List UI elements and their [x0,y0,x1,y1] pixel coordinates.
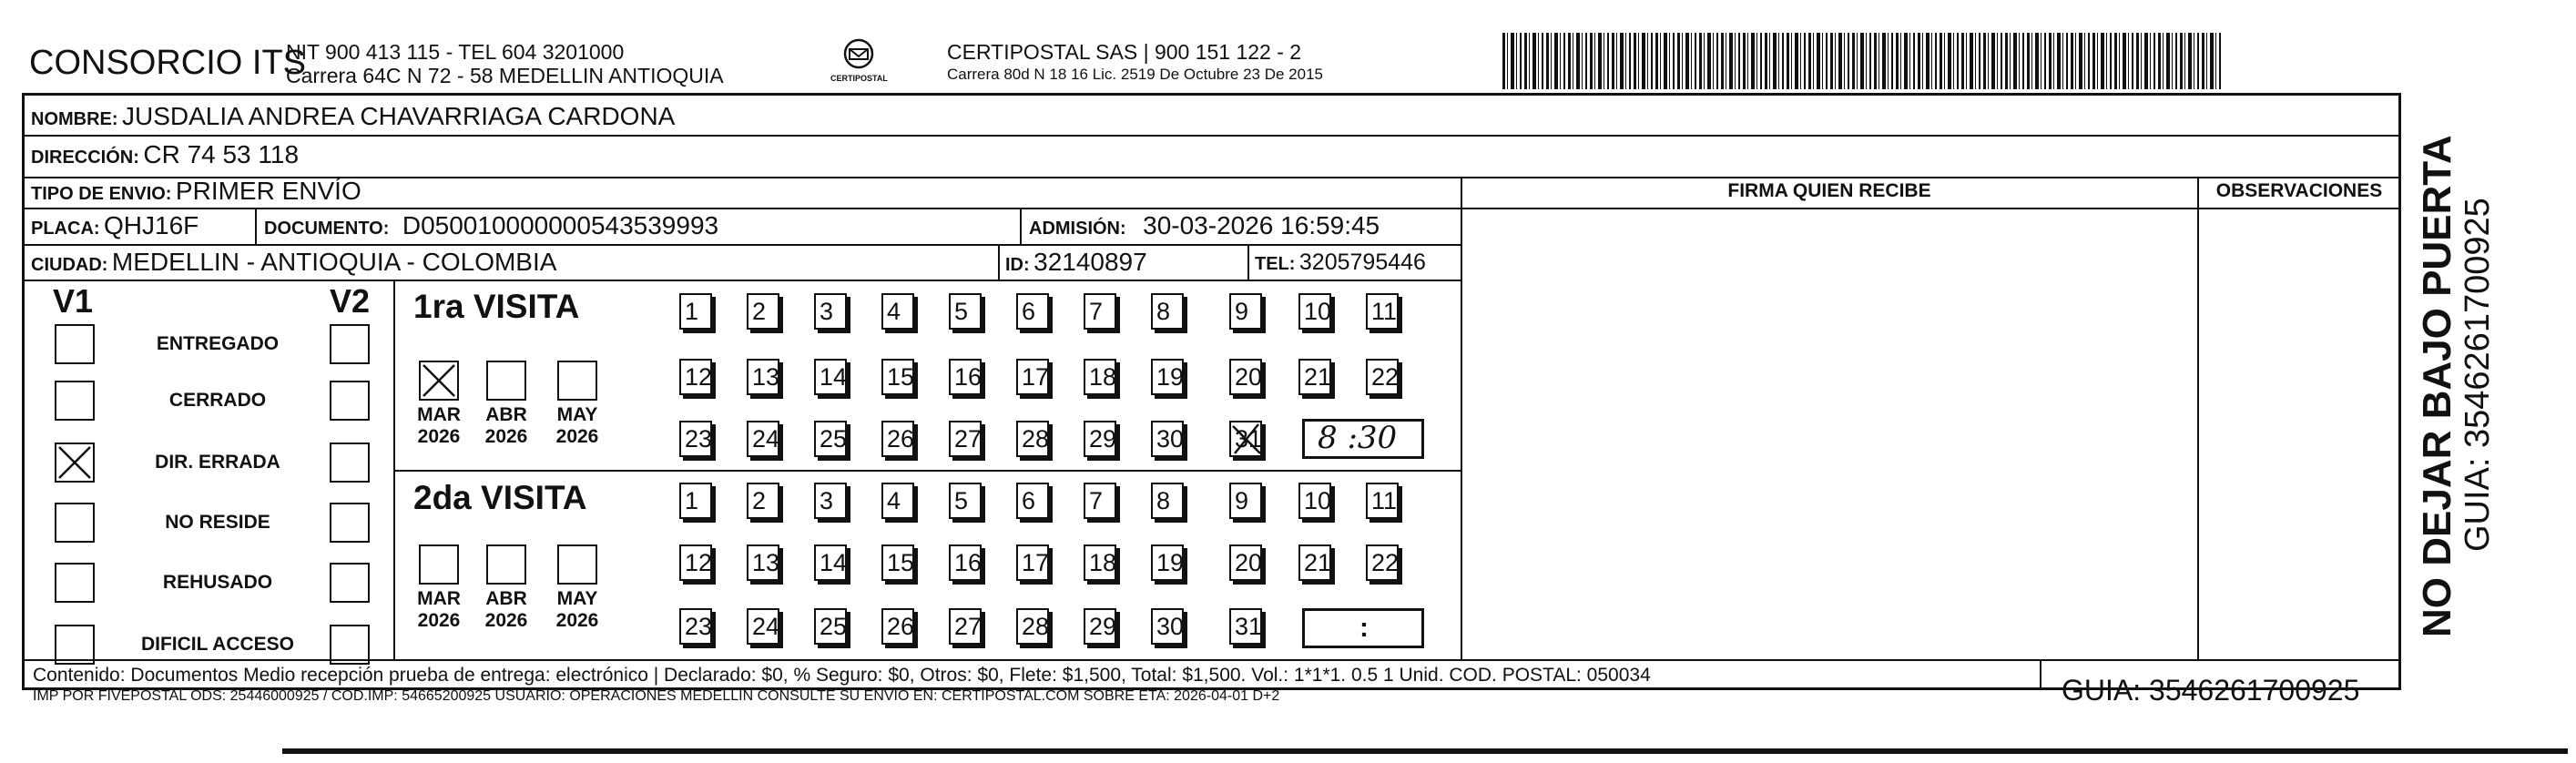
no-dejar-warning: NO DEJAR BAJO PUERTA [2415,135,2459,637]
first-visit-month-label: MAR [417,404,461,425]
cross-mark-icon [56,444,93,481]
status-label: DIR. ERRADA [155,452,280,473]
second-visit-month-label: MAR [417,588,461,609]
documento-label: DOCUMENTO: [264,219,390,239]
v2-checkbox[interactable] [330,381,370,421]
envelope-icon [840,38,877,69]
first-visit-day-box[interactable]: 2 [747,293,779,330]
v2-checkbox[interactable] [330,563,370,603]
first-visit-day-box[interactable]: 13 [747,359,779,395]
v1-checkbox[interactable] [55,563,95,603]
second-visit-day-box[interactable]: 3 [814,483,847,519]
first-visit-day-box[interactable]: 27 [949,421,982,457]
status-label: REHUSADO [162,572,273,593]
first-visit-day-box[interactable]: 29 [1084,421,1116,457]
documento-row [264,211,718,240]
v2-label: V2 [330,282,371,320]
first-visit-day-box[interactable]: 26 [881,421,914,457]
status-label: NO RESIDE [165,512,270,533]
direccion-label: DIRECCIÓN: [31,148,139,168]
logo-text: CERTIPOSTAL [830,74,888,83]
id-value: 32140897 [1033,248,1147,276]
first-visit-day-marked-value: 31 [1235,425,1263,453]
status-label: DIFICIL ACCESO [140,634,294,655]
first-visit-day-box[interactable]: 19 [1151,359,1184,395]
admision-value: 30-03-2026 16:59:45 [1143,211,1380,239]
v2-checkbox[interactable] [330,443,370,483]
v1-checkbox[interactable] [55,381,95,421]
first-visit-month-label: MAY [556,404,598,425]
admision-row [1029,211,1380,240]
first-visit-day-box[interactable]: 28 [1016,421,1049,457]
first-visit-day-box[interactable]: 14 [814,359,847,395]
second-visit-day-box[interactable]: 30 [1151,608,1184,645]
first-visit-day-box[interactable]: 6 [1016,293,1049,330]
tel-row [1255,249,1426,276]
first-visit-day-box-marked[interactable] [1229,421,1262,457]
second-visit-day-box[interactable]: 25 [814,608,847,645]
placa-value: QHJ16F [104,211,199,239]
second-visit-day-box[interactable]: 7 [1084,483,1116,519]
ciudad-label: CIUDAD: [31,255,108,275]
first-visit-day-box[interactable]: 9 [1229,293,1262,330]
second-visit-day-box[interactable]: 1 [679,483,712,519]
second-visit-day-box[interactable]: 13 [747,544,779,581]
second-visit-day-box[interactable]: 2 [747,483,779,519]
second-visit-month-checkbox[interactable] [557,544,597,585]
first-visit-day-box[interactable]: 5 [949,293,982,330]
placa-row [31,211,199,240]
tipo-row [31,177,361,206]
id-row [1005,248,1147,277]
second-visit-day-box[interactable]: 5 [949,483,982,519]
direccion-row [31,140,299,169]
first-visit-day-box[interactable]: 23 [679,421,712,457]
second-visit-day-box[interactable]: 28 [1016,608,1049,645]
second-visit-month-label: ABR [485,588,527,609]
first-visit-title: 1ra VISITA [413,288,580,325]
first-visit-month-checkbox[interactable] [486,361,526,401]
v2-checkbox[interactable] [330,324,370,364]
second-visit-day-box[interactable]: 16 [949,544,982,581]
first-visit-day-box[interactable]: 3 [814,293,847,330]
barcode [1502,33,2222,89]
second-visit-day-box[interactable]: 12 [679,544,712,581]
second-visit-day-box[interactable]: 18 [1084,544,1116,581]
tipo-value: PRIMER ENVÍO [175,177,361,205]
direccion-value: CR 74 53 118 [143,140,300,168]
nit-line: NIT 900 413 115 - TEL 604 3201000 [286,40,625,64]
v1-label: V1 [53,282,94,320]
first-visit-day-box[interactable]: 12 [679,359,712,395]
second-visit-day-box[interactable]: 26 [881,608,914,645]
second-visit-year-label: 2026 [484,610,528,631]
v2-checkbox[interactable] [330,503,370,543]
second-visit-month-checkbox[interactable] [486,544,526,585]
v1-checkbox[interactable] [55,443,95,483]
bottom-rule [282,748,2568,754]
second-visit-day-box[interactable]: 19 [1151,544,1184,581]
v1-checkbox[interactable] [55,503,95,543]
second-visit-day-box[interactable]: 4 [881,483,914,519]
first-visit-day-box[interactable]: 24 [747,421,779,457]
second-visit-month-label: MAY [556,588,598,609]
second-visit-day-box[interactable]: 20 [1229,544,1262,581]
second-visit-month-checkbox[interactable] [419,544,459,585]
first-visit-time-value: 8 :30 [1318,420,1398,456]
second-visit-time[interactable] [1302,608,1424,648]
first-visit-month-label: ABR [485,404,527,425]
placa-label: PLACA: [31,219,100,239]
company-name: CONSORCIO ITS [29,44,307,82]
first-visit-day-box[interactable]: 22 [1366,359,1399,395]
second-visit-time-value: : [1359,613,1369,643]
first-visit-time[interactable] [1302,419,1424,459]
second-visit-day-box[interactable]: 15 [881,544,914,581]
tel-value: 3205795446 [1298,249,1426,275]
second-visit-day-box[interactable]: 29 [1084,608,1116,645]
certipostal-logo [830,38,887,89]
second-visit-title: 2da VISITA [413,479,587,516]
second-visit-day-box[interactable]: 11 [1366,483,1399,519]
ciudad-value: MEDELLIN - ANTIOQUIA - COLOMBIA [111,248,557,276]
firma-header: FIRMA QUIEN RECIBE [1727,180,1931,201]
first-visit-month-checkbox[interactable] [419,361,459,401]
second-visit-day-box[interactable]: 27 [949,608,982,645]
second-visit-day-box[interactable]: 10 [1298,483,1331,519]
address-line: Carrera 64C N 72 - 58 MEDELLIN ANTIOQUIA [286,64,724,87]
first-visit-day-box[interactable]: 4 [881,293,914,330]
first-visit-day-box[interactable]: 7 [1084,293,1116,330]
first-visit-day-box[interactable]: 11 [1366,293,1399,330]
second-visit-day-box[interactable]: 17 [1016,544,1049,581]
nombre-label: NOMBRE: [31,109,118,129]
nombre-value: JUSDALIA ANDREA CHAVARRIAGA CARDONA [122,102,676,130]
first-visit-day-box[interactable]: 15 [881,359,914,395]
second-visit-day-box[interactable]: 24 [747,608,779,645]
ciudad-row [31,248,556,277]
second-visit-day-box[interactable]: 23 [679,608,712,645]
second-visit-day-box[interactable]: 31 [1229,608,1262,645]
second-visit-day-box[interactable]: 14 [814,544,847,581]
footer-guia: GUIA: 3546261700925 [2062,674,2360,707]
first-visit-month-checkbox[interactable] [557,361,597,401]
first-visit-day-box[interactable]: 10 [1298,293,1331,330]
second-visit-day-box[interactable]: 9 [1229,483,1262,519]
first-visit-day-box[interactable]: 16 [949,359,982,395]
second-visit-year-label: 2026 [417,610,461,631]
status-label: CERRADO [168,390,267,411]
cross-mark-icon [421,362,457,399]
admision-label: ADMISIÓN: [1029,219,1126,239]
first-visit-day-box[interactable]: 8 [1151,293,1184,330]
second-visit-day-box[interactable]: 6 [1016,483,1049,519]
second-visit-day-box[interactable]: 8 [1151,483,1184,519]
documento-value: D050010000000543539993 [402,211,719,239]
nombre-row [31,102,675,131]
footer-content: Contenido: Documentos Medio recepción prueba de entrega: electrónico | Declarado: $0, % Seguro: $0, Otros: $0, Flete: $1,500, Total: $1,500. Vol.: 1*1*1. 0.5 1 Unid. COD. POSTAL: 050034 [33,665,1651,686]
first-visit-year-label: 2026 [555,426,599,447]
observaciones-area[interactable] [2199,209,2399,658]
certipostal-address: Carrera 80d N 18 16 Lic. 2519 De Octubre 23 De 2015 [947,66,1323,83]
id-label: ID: [1005,255,1030,275]
tel-label: TEL: [1255,254,1296,274]
status-label: ENTREGADO [156,333,280,354]
second-visit-day-box[interactable]: 21 [1298,544,1331,581]
first-visit-year-label: 2026 [417,426,461,447]
first-visit-day-box[interactable]: 1 [679,293,712,330]
first-visit-day-box[interactable]: 30 [1151,421,1184,457]
first-visit-day-box[interactable]: 25 [814,421,847,457]
first-visit-day-box[interactable]: 17 [1016,359,1049,395]
side-guia: GUIA: 3546261700925 [2459,198,2497,552]
second-visit-day-box[interactable]: 22 [1366,544,1399,581]
tipo-label: TIPO DE ENVIO: [31,184,172,204]
first-visit-year-label: 2026 [484,426,528,447]
first-visit-day-box[interactable]: 18 [1084,359,1116,395]
v1-checkbox[interactable] [55,625,95,665]
footer-imp: IMP POR FIVEPOSTAL ODS: 25446000925 / COD.IMP: 54665200925 USUARIO: OPERACIONES MEDELLIN CONSULTE SU ENVIO EN: CERTIPOSTAL.COM SOBRE ETA: 2026-04-01 D+2 [33,688,1280,704]
certipostal-name: CERTIPOSTAL SAS | 900 151 122 - 2 [947,40,1302,64]
first-visit-day-box[interactable]: 21 [1298,359,1331,395]
v2-checkbox[interactable] [330,625,370,665]
first-visit-day-box[interactable]: 20 [1229,359,1262,395]
signature-area[interactable] [1462,209,2196,658]
second-visit-year-label: 2026 [555,610,599,631]
v1-checkbox[interactable] [55,324,95,364]
observaciones-header: OBSERVACIONES [2215,180,2383,201]
